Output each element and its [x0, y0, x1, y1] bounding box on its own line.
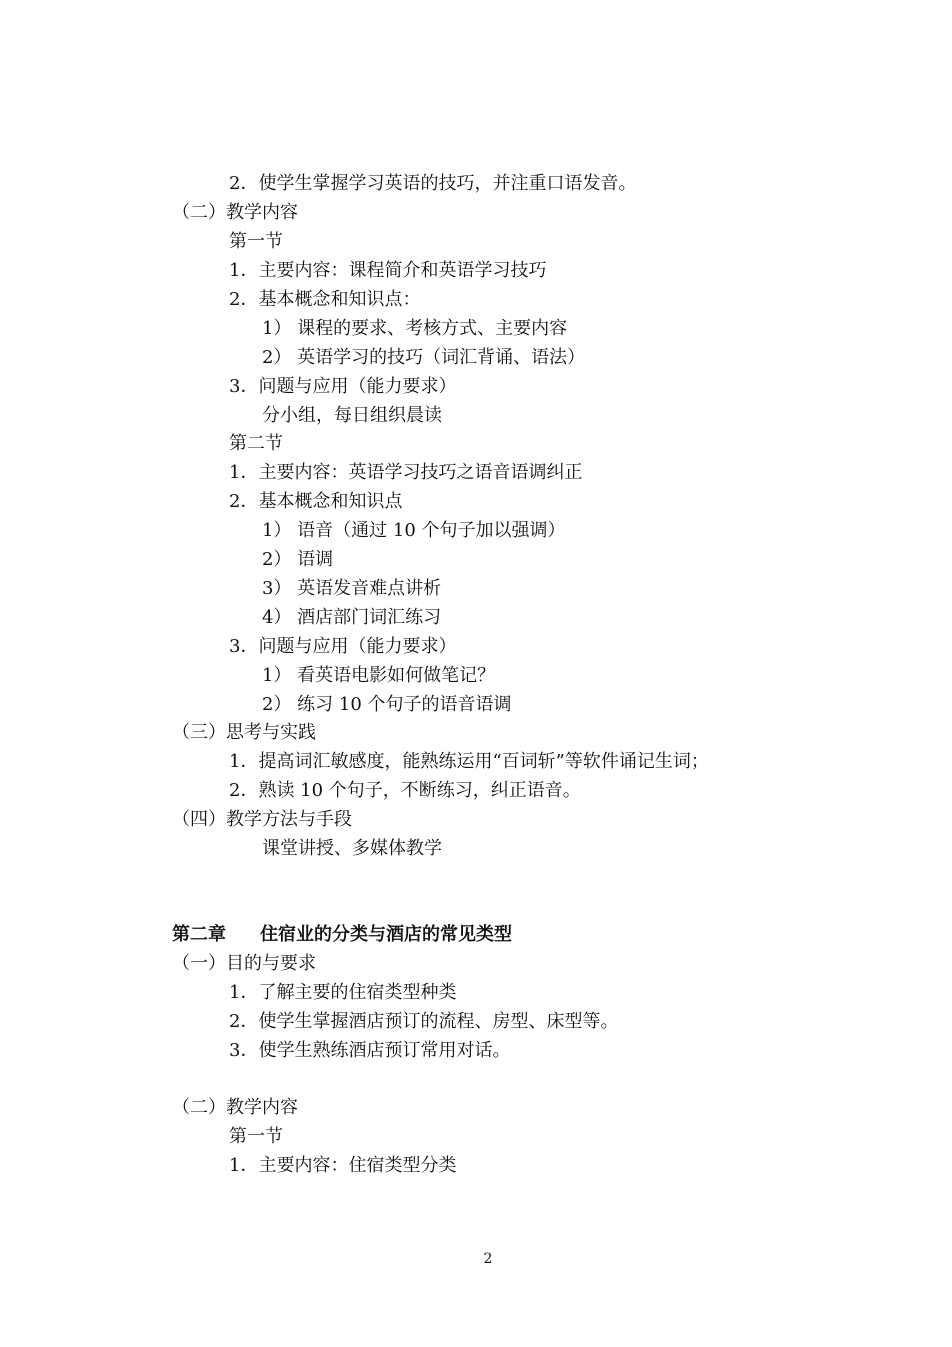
- chapter-title: 住宿业的分类与酒店的常见类型: [260, 924, 512, 945]
- section-heading: （三）思考与实践: [172, 722, 316, 743]
- page-number: 2: [483, 1251, 493, 1267]
- chapter-number: 第二章: [172, 924, 226, 945]
- subsection-heading: 第一节: [229, 231, 283, 252]
- list-item: 1） 看英语电影如何做笔记？: [262, 665, 496, 686]
- text-line: 3．问题与应用（能力要求）: [229, 376, 457, 397]
- section-heading: （二）教学内容: [172, 202, 298, 223]
- list-item: 1） 语音（通过 10 个句子加以强调）: [262, 520, 566, 541]
- section-heading: （二）教学内容: [172, 1097, 298, 1118]
- text-line: 1．主要内容：住宿类型分类: [229, 1155, 457, 1176]
- section-heading: （四）教学方法与手段: [172, 809, 352, 830]
- list-item: 4） 酒店部门词汇练习: [262, 607, 442, 628]
- text-line: 1．主要内容：课程简介和英语学习技巧: [229, 260, 547, 281]
- list-item: 2） 语调: [262, 549, 334, 570]
- text-line: 2．使学生掌握酒店预订的流程、房型、床型等。: [229, 1011, 619, 1032]
- text-line: 2．基本概念和知识点: [229, 491, 403, 512]
- text-line: 3．问题与应用（能力要求）: [229, 636, 457, 657]
- text-line: 2．基本概念和知识点：: [229, 289, 421, 310]
- list-item: 2） 练习 10 个句子的语音语调: [262, 694, 512, 715]
- chapter-heading: [172, 924, 512, 946]
- section-heading: （一）目的与要求: [172, 953, 316, 974]
- list-item: 1） 课程的要求、考核方式、主要内容: [262, 318, 568, 339]
- list-item: 3） 英语发音难点讲析: [262, 578, 442, 599]
- list-item: 2） 英语学习的技巧（词汇背诵、语法）: [262, 347, 586, 368]
- text-line: 3．使学生熟练酒店预订常用对话。: [229, 1040, 511, 1061]
- subsection-heading: 第二节: [229, 433, 283, 454]
- text-line: 2．熟读 10 个句子，不断练习，纠正语音。: [229, 780, 581, 801]
- text-line: 分小组，每日组织晨读: [262, 405, 442, 426]
- text-line: 课堂讲授、多媒体教学: [262, 838, 442, 859]
- text-line: 2．使学生掌握学习英语的技巧，并注重口语发音。: [229, 173, 637, 194]
- text-line: 1．了解主要的住宿类型种类: [229, 982, 457, 1003]
- text-line: 1．提高词汇敏感度，能熟练运用“百词斩”等软件诵记生词；: [229, 751, 709, 772]
- text-line: 1．主要内容：英语学习技巧之语音语调纠正: [229, 462, 583, 483]
- subsection-heading: 第一节: [229, 1126, 283, 1147]
